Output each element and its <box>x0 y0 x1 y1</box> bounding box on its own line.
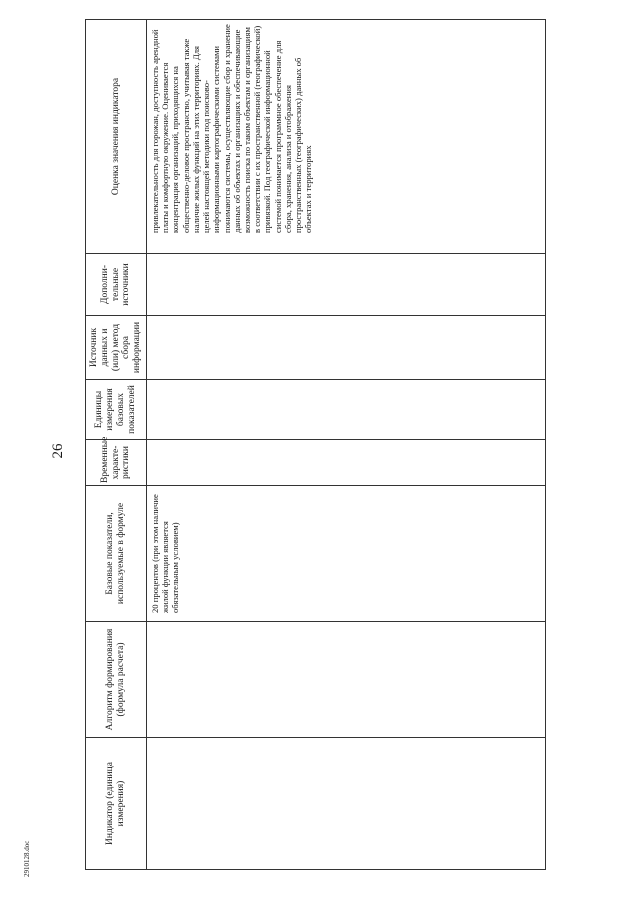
rotated-sheet <box>85 20 555 870</box>
cell-assessment: привлекательность для горожан, доступность арендной платы и комфортную окружение. Оценивается концентрация организаций, приходящихся на общественно-деловое пространство, учитывая также наличие жилых функций на этих территориях. Для целей настоящей методики под поисково-информационными картографическими системами понимаются системы, осуществляющие сбор и хранение данных об объектах и организациях и обеспечивающие возможность поиска по таким объектам и организациям в соответствии с их пространственной (географической) привязкой. Под географической информационной системой понимается программное обеспечение для сбора, хранения, анализа и отображения пространственных (географических) данных об объектах и территориях <box>147 20 546 254</box>
page-number: 26 <box>50 443 66 459</box>
cell-indicator <box>147 738 546 870</box>
indicator-table <box>85 19 546 870</box>
header-algorithm: Алгоритм формирования (формула расчета) <box>86 622 147 738</box>
cell-time <box>147 440 546 486</box>
table-row <box>147 20 546 870</box>
cell-units <box>147 380 546 440</box>
cell-additional <box>147 254 546 316</box>
header-assessment: Оценка значения индикатора <box>86 20 147 254</box>
header-time: Временные характе-ристики <box>86 440 147 486</box>
cell-base-indicators: 20 процентов (при этом наличие жилой функции является обязательным условием) <box>147 486 546 622</box>
header-base-indicators: Базовые показатели, используемые в формуле <box>86 486 147 622</box>
table-header-row <box>86 20 147 870</box>
file-label: 2910128.doc <box>23 840 31 877</box>
header-additional: Дополни-тельные источники <box>86 254 147 316</box>
cell-algorithm <box>147 622 546 738</box>
cell-source <box>147 316 546 380</box>
indicator-table-wrap <box>85 20 555 870</box>
header-source: Источник данных и (или) метод сбора информации <box>86 316 147 380</box>
header-units: Единицы измерения базовых показателей <box>86 380 147 440</box>
header-indicator: Индикатор (единица измерения) <box>86 738 147 870</box>
